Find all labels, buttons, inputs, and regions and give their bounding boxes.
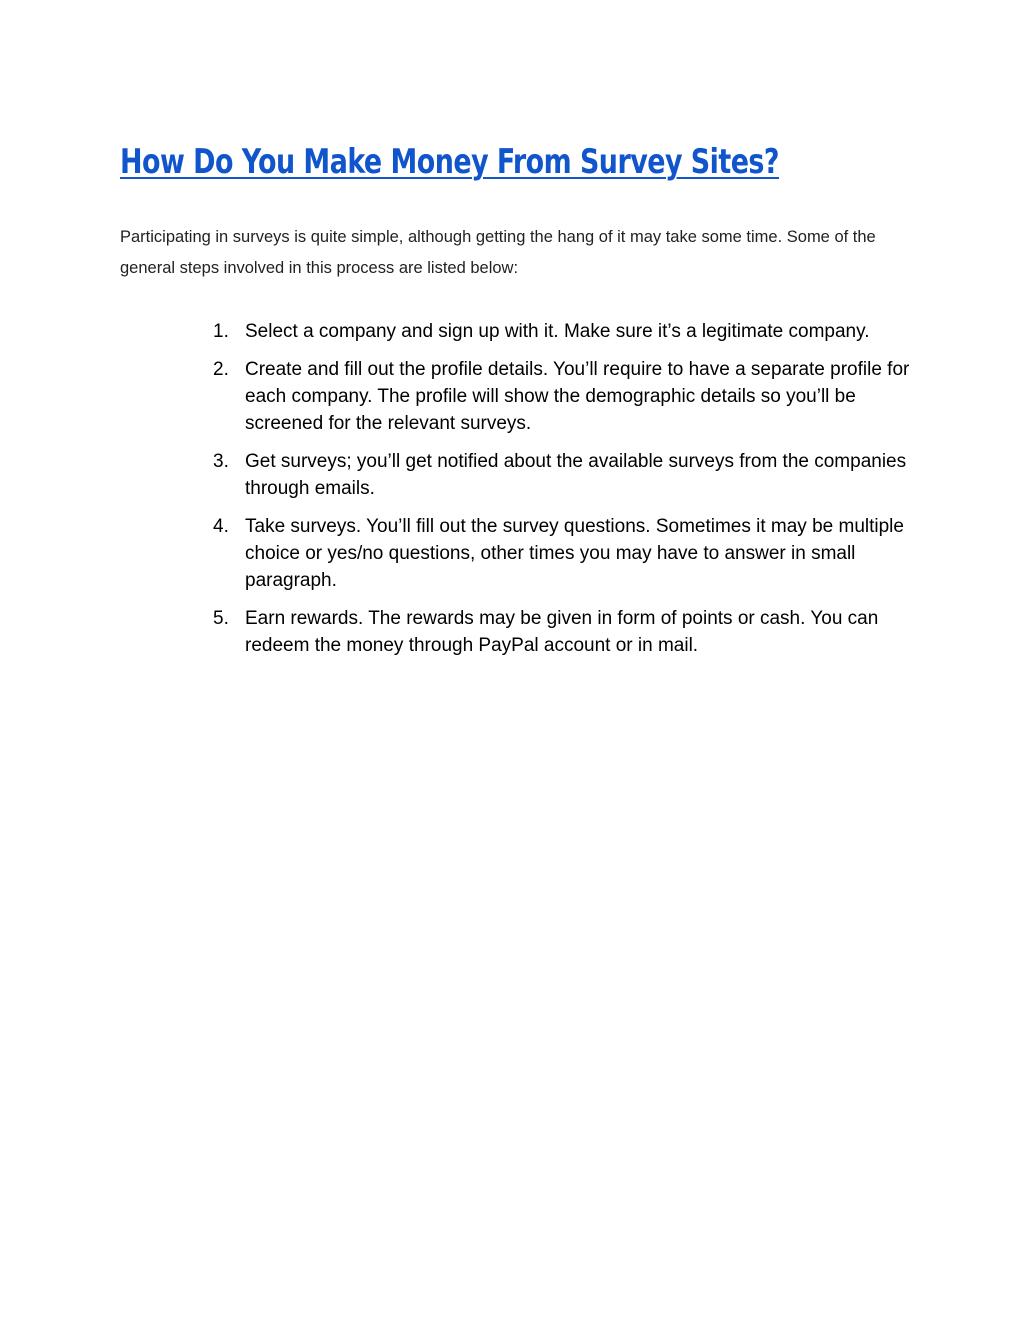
list-item-text: Get surveys; you’ll get notified about the available surveys from the companies through emails. — [245, 451, 907, 499]
list-item-text: Take surveys. You’ll fill out the survey questions. Sometimes it may be multiple choice or yes/no questions, other times you may have to answer in small paragraph. — [245, 516, 904, 591]
list-item-number: 4. — [213, 516, 229, 537]
list-item-number: 5. — [213, 608, 229, 629]
intro-paragraph: Participating in surveys is quite simple, although getting the hang of it may take some time. Some of the general steps involved in this process are listed below: — [120, 228, 876, 277]
list-item-number: 2. — [213, 359, 229, 380]
page-title-link[interactable]: How Do You Make Money From Survey Sites? — [120, 142, 780, 182]
list-item — [200, 513, 910, 594]
list-item-text: Earn rewards. The rewards may be given in form of points or cash. You can redeem the money through PayPal account or in mail. — [245, 608, 879, 656]
list-item — [200, 448, 910, 502]
list-item — [200, 356, 910, 437]
list-item — [200, 318, 910, 345]
list-item-number: 1. — [213, 321, 229, 342]
steps-list — [200, 318, 910, 670]
list-item-text: Create and fill out the profile details. You’ll require to have a separate profile for each company. The profile will show the demographic details so you’ll be screened for the relevant surveys. — [245, 359, 910, 434]
list-item-number: 3. — [213, 451, 229, 472]
list-item — [200, 605, 910, 659]
list-item-text: Select a company and sign up with it. Make sure it’s a legitimate company. — [245, 321, 870, 342]
